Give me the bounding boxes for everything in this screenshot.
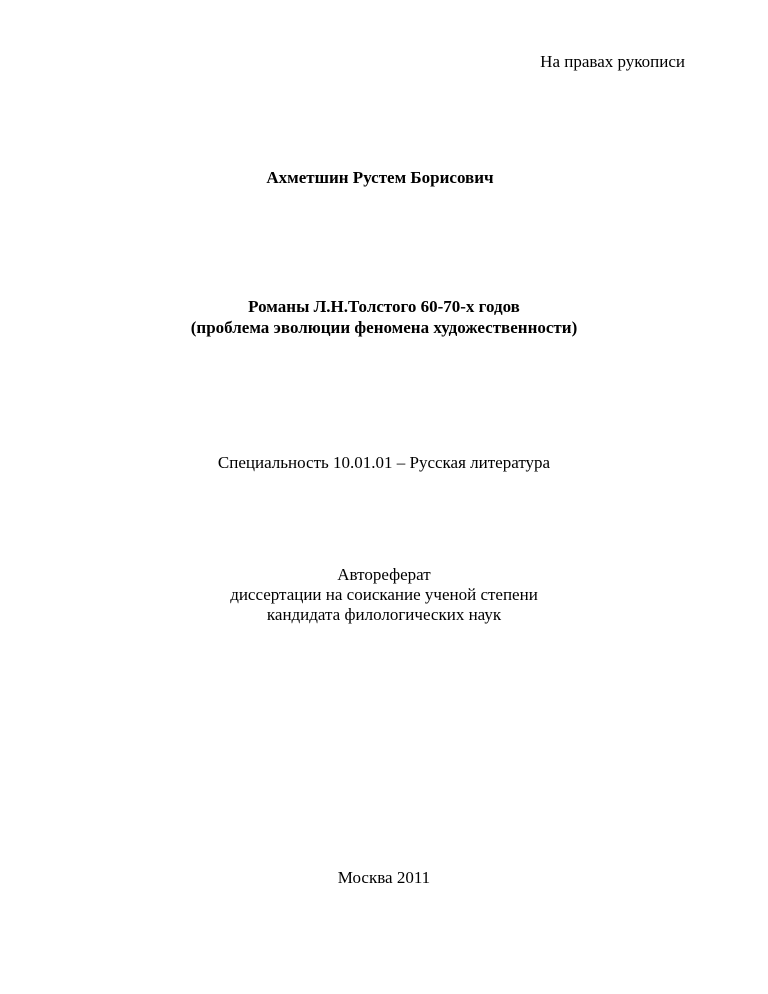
abstract-label: Автореферат	[337, 565, 431, 584]
dissertation-title-line-2: (проблема эволюции феномена художественности)	[190, 318, 578, 337]
abstract-description-line-1: диссертации на соискание ученой степени	[230, 585, 538, 604]
rights-note: На правах рукописи	[540, 52, 685, 71]
author-name: Ахметшин Рустем Борисович	[266, 168, 494, 187]
abstract-description-line-2: кандидата филологических наук	[266, 605, 502, 624]
dissertation-title-line-1: Романы Л.Н.Толстого 60-70-х годов	[248, 297, 520, 316]
city-and-year: Москва 2011	[337, 868, 431, 887]
specialty-line: Специальность 10.01.01 – Русская литература	[217, 453, 551, 472]
